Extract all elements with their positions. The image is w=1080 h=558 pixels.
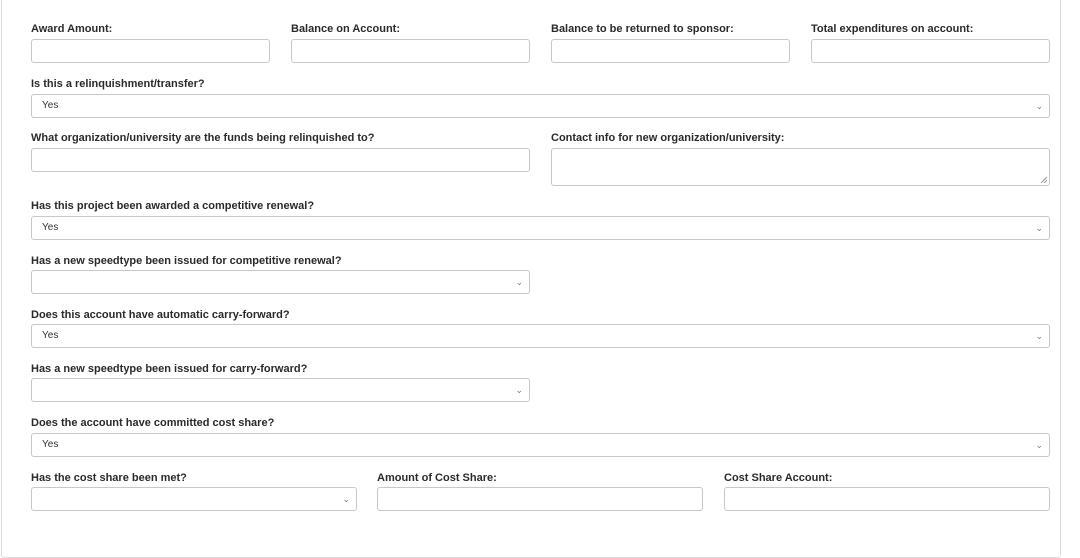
total-expenditures-label: Total expenditures on account: — [811, 23, 974, 35]
renewal-speedtype-label: Has a new speedtype been issued for competitive renewal? — [31, 255, 342, 267]
renewal-speedtype-select[interactable] — [31, 270, 530, 294]
relinquishment-value: Yes — [42, 100, 59, 111]
committed-cost-share-select[interactable] — [31, 433, 1050, 457]
chevron-down-icon: ⌄ — [342, 494, 350, 504]
award-amount-input[interactable] — [31, 39, 270, 63]
chevron-down-icon: ⌄ — [1035, 101, 1043, 111]
carry-forward-value: Yes — [42, 330, 59, 341]
chevron-down-icon: ⌄ — [515, 385, 523, 395]
chevron-down-icon: ⌄ — [1035, 223, 1043, 233]
balance-on-account-input[interactable] — [291, 39, 530, 63]
balance-returned-label: Balance to be returned to sponsor: — [551, 23, 734, 35]
award-amount-label: Award Amount: — [31, 23, 113, 35]
cost-share-amount-label: Amount of Cost Share: — [377, 472, 497, 484]
cost-share-account-label: Cost Share Account: — [724, 472, 833, 484]
total-expenditures-input[interactable] — [811, 39, 1050, 63]
relinquishment-label: Is this a relinquishment/transfer? — [31, 78, 205, 90]
relinquish-org-label: What organization/university are the funds being relinquished to? — [31, 132, 375, 144]
carry-forward-label: Does this account have automatic carry-forward? — [31, 309, 290, 321]
chevron-down-icon: ⌄ — [515, 277, 523, 287]
relinquish-org-input[interactable] — [31, 148, 530, 172]
cost-share-met-label: Has the cost share been met? — [31, 472, 187, 484]
cost-share-met-select[interactable] — [31, 487, 357, 511]
cost-share-amount-input[interactable] — [377, 487, 703, 511]
relinquishment-select[interactable] — [31, 94, 1050, 118]
contact-info-label: Contact info for new organization/university: — [551, 132, 785, 144]
chevron-down-icon: ⌄ — [1035, 440, 1043, 450]
chevron-down-icon: ⌄ — [1035, 331, 1043, 341]
resize-grip-icon[interactable] — [1040, 176, 1047, 183]
balance-on-account-label: Balance on Account: — [291, 23, 400, 35]
balance-returned-input[interactable] — [551, 39, 790, 63]
competitive-renewal-select[interactable] — [31, 216, 1050, 240]
committed-cost-share-value: Yes — [42, 439, 59, 450]
competitive-renewal-label: Has this project been awarded a competitive renewal? — [31, 200, 315, 212]
carry-forward-select[interactable] — [31, 324, 1050, 348]
competitive-renewal-value: Yes — [42, 222, 59, 233]
committed-cost-share-label: Does the account have committed cost share? — [31, 417, 275, 429]
carry-forward-speedtype-select[interactable] — [31, 378, 530, 402]
cost-share-account-input[interactable] — [724, 487, 1050, 511]
carry-forward-speedtype-label: Has a new speedtype been issued for carry-forward? — [31, 363, 308, 375]
contact-info-textarea[interactable] — [551, 148, 1050, 186]
